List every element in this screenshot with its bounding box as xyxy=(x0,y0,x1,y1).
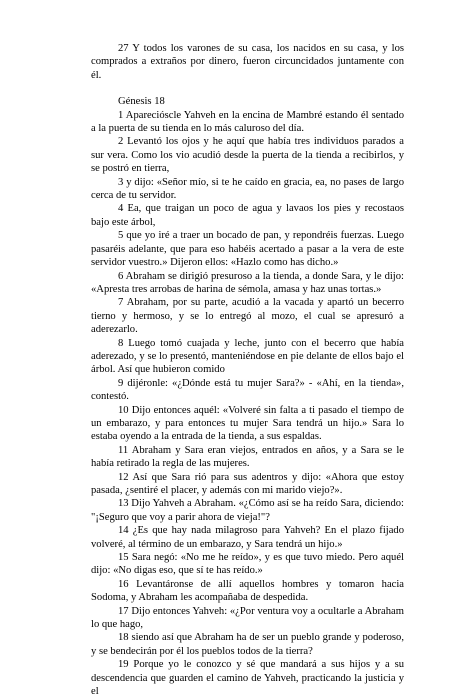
verse-2: 2 Levantó los ojos y he aquí que había tres individuos parados a sur vera. Como los vio acudió desde la puerta de la tienda a recibirlos, y se postró en tierra, xyxy=(91,136,404,175)
verse-14: 14 ¿Es que hay nada milagroso para Yahveh? En el plazo fijado volveré, al término de un embarazo, y Sara tendrá un hijo.» xyxy=(91,525,404,550)
verse-1: 1 Aparecióscle Yahveh en la encina de Mambré estando él sentado a la puerta de su tienda en lo más caluroso del día. xyxy=(91,109,404,135)
verse-6: 6 Abraham se dirigió presuroso a la tienda, a donde Sara, y le dijo: «Apresta tres arrobas de harina de sémola, amasa y haz unas tortas.» xyxy=(91,270,404,295)
verse-5: 5 que yo iré a traer un bocado de pan, y repondréis fuerzas. Luego pasaréis adelante, que para eso habéis acertado a pasar a la vera de este servidor vuestro.» Dijeron ellos: «Hazlo como has dicho.» xyxy=(91,230,404,269)
verse-27: 27 Y todos los varones de su casa, los nacidos en su casa, y los comprados a extraños por dinero, fueron circuncidados juntamente con él. xyxy=(91,43,404,81)
verse-15: 15 Sara negó: «No me he reído», y es que tuvo miedo. Pero aquél dijo: «No digas eso, que sí te has reído.» xyxy=(91,552,404,577)
verse-8: 8 Luego tomó cuajada y leche, junto con el becerro que había aderezado, y se lo presentó, manteniéndose en pie delante de ellos bajo el árbol. Así que hubieron comido xyxy=(91,337,404,376)
verse-10: 10 Dijo entonces aquél: «Volveré sin falta a ti pasado el tiempo de un embarazo, y para entonces tu mujer Sara tendrá un hijo.» Sara lo estaba oyendo a la entrada de la tienda, a sus espaldas. xyxy=(91,404,404,443)
verse-12: 12 Así que Sara rió para sus adentros y dijo: «Ahora que estoy pasada, ¿sentiré el placer, y además con mi marido viejo?». xyxy=(91,471,404,496)
verse-3: 3 y dijo: «Señor mío, si te he caído en gracia, ea, no pases de largo cerca de tu servidor. xyxy=(91,176,404,202)
verse-11: 11 Abraham y Sara eran viejos, entrados en años, y a Sara se le había retirado la regla de las mujeres. xyxy=(91,444,404,470)
verse-16: 16 Levantáronse de allí aquellos hombres y tomaron hacia Sodoma, y Abraham les acompañaba de despedida. xyxy=(91,578,404,604)
verse-18: 18 siendo así que Abraham ha de ser un pueblo grande y poderoso, y se bendecirán por él los pueblos todos de la tierra? xyxy=(91,632,404,657)
verse-7: 7 Abraham, por su parte, acudió a la vacada y apartó un becerro tierno y hermoso, y se lo entregó al mozo, el cual se apresuró a aderezarlo. xyxy=(91,297,404,336)
verse-4: 4 Ea, que traigan un poco de agua y lavaos los pies y recostaos bajo este árbol, xyxy=(91,203,404,228)
verse-19: 19 Porque yo le conozco y sé que mandará a sus hijos y a su descendencia que guarden el camino de Yahveh, practicando la justicia y el xyxy=(91,659,404,698)
chapter-heading: Génesis 18 xyxy=(118,96,165,108)
verse-17: 17 Dijo entonces Yahveh: «¿Por ventura voy a ocultarle a Abraham lo que hago, xyxy=(91,605,404,631)
text-body xyxy=(91,42,404,699)
paragraph-gap xyxy=(91,82,404,95)
verse-13: 13 Dijo Yahveh a Abraham. «¿Cómo así se ha reído Sara, diciendo: "¡Seguro que voy a parir ahora de vieja!"? xyxy=(91,498,404,523)
verse-9: 9 dijéronle: «¿Dónde está tu mujer Sara?» - «Ahí, en la tienda», contestó. xyxy=(91,377,404,403)
